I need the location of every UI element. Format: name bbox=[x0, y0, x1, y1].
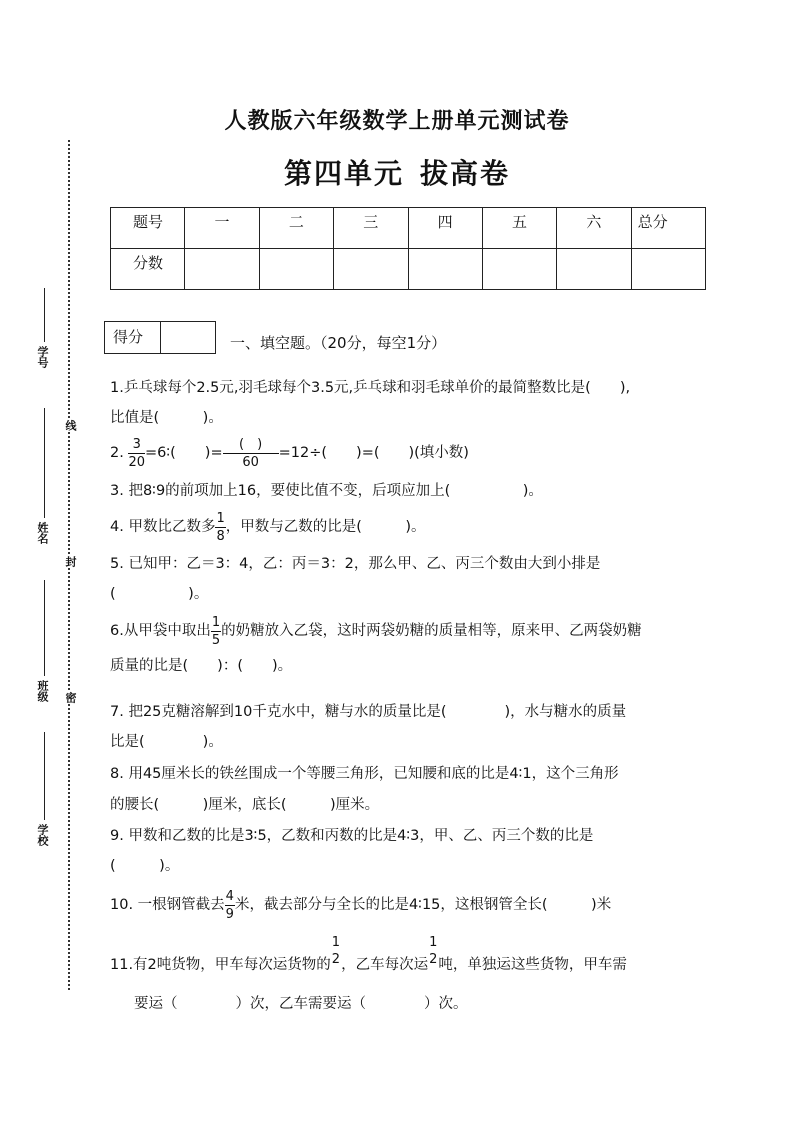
question-8-line-a: 8. 用45厘米长的铁丝围成一个等腰三角形，已知腰和底的比是4∶1，这个三角形 bbox=[110, 766, 619, 782]
question-9-line-b: ( )。 bbox=[110, 858, 180, 874]
question-6-line-b: 质量的比是( )：( )。 bbox=[110, 658, 293, 674]
question-text: 4. 甲数比乙数多 bbox=[110, 519, 216, 535]
unit-title bbox=[0, 152, 794, 192]
score-input-cell[interactable] bbox=[631, 249, 705, 290]
score-cell: 四 bbox=[408, 208, 482, 249]
question-text: 的奶糖放入乙袋，这时两袋奶糖的质量相等，原来甲、乙两袋奶糖 bbox=[221, 623, 642, 639]
question-7-line-b: 比是( )。 bbox=[110, 734, 223, 750]
seal-mark-line: 线 bbox=[64, 420, 77, 431]
score-input-cell[interactable] bbox=[259, 249, 333, 290]
question-number: 2. bbox=[110, 445, 124, 461]
score-input-cell[interactable] bbox=[557, 249, 631, 290]
question-8-line-b: 的腰长( )厘米，底长( )厘米。 bbox=[110, 797, 380, 813]
question-6-line-a bbox=[110, 612, 642, 650]
score-table-score-row bbox=[111, 249, 706, 290]
fraction: $\frac{4}{9}$ bbox=[225, 888, 234, 922]
name-label: 姓名 bbox=[36, 522, 49, 544]
class-label: 班级 bbox=[36, 680, 49, 702]
section-heading: 一、填空题。（20分，每空1分） bbox=[230, 334, 447, 352]
question-text: ，乙车每次运 bbox=[341, 957, 429, 973]
section-score-box bbox=[104, 321, 216, 354]
score-input-cell[interactable] bbox=[482, 249, 556, 290]
fraction: $\frac{1}{8}$ bbox=[216, 510, 225, 544]
student-id-line bbox=[44, 288, 45, 342]
score-cell: 一 bbox=[185, 208, 259, 249]
score-cell: 分数 bbox=[111, 249, 185, 290]
school-line bbox=[44, 732, 45, 820]
question-9-line-a: 9. 甲数和乙数的比是3∶5，乙数和丙数的比是4∶3，甲、乙、丙三个数的比是 bbox=[110, 828, 594, 844]
score-cell: 题号 bbox=[111, 208, 185, 249]
question-text: 6.从甲袋中取出 bbox=[110, 623, 211, 639]
score-cell: 五 bbox=[482, 208, 556, 249]
score-input-cell[interactable] bbox=[408, 249, 482, 290]
question-text: 米，截去部分与全长的比是4∶15，这根钢管全长( )米 bbox=[234, 897, 612, 913]
score-input-cell[interactable] bbox=[334, 249, 408, 290]
question-text: ，甲数与乙数的比是( )。 bbox=[225, 519, 426, 535]
school-label: 学校 bbox=[36, 824, 49, 846]
score-cell: 六 bbox=[557, 208, 631, 249]
question-text: 10. 一根钢管截去 bbox=[110, 897, 225, 913]
question-1-line-b: 比值是( )。 bbox=[110, 410, 223, 426]
question-text: =12÷( )=( )(填小数) bbox=[278, 445, 469, 461]
score-table bbox=[110, 207, 706, 290]
question-5-line-b: ( )。 bbox=[110, 586, 209, 602]
section-score-label: 得分 bbox=[105, 322, 161, 353]
question-5-line-a: 5. 已知甲：乙＝3：4，乙：丙＝3：2，那么甲、乙、丙三个数由大到小排是 bbox=[110, 556, 601, 572]
seal-mark-secret: 密 bbox=[64, 692, 77, 703]
unit-name: 第四单元 bbox=[283, 157, 404, 190]
question-11-line-a bbox=[110, 936, 627, 984]
question-10 bbox=[110, 886, 611, 924]
exam-title: 人教版六年级数学上册单元测试卷 bbox=[224, 108, 570, 134]
question-1-line-a: 1.乒乓球每个2.5元,羽毛球每个3.5元,乒乓球和羽毛球单价的最简整数比是( ), bbox=[110, 380, 631, 396]
question-text: =6∶( )= bbox=[145, 445, 223, 461]
fraction: 1 2 bbox=[429, 935, 438, 967]
fraction: $\frac{( )}{60}$ bbox=[223, 438, 279, 469]
score-cell: 总分 bbox=[631, 208, 705, 249]
score-input-cell[interactable] bbox=[185, 249, 259, 290]
score-table-header-row bbox=[111, 208, 706, 249]
fraction: $\frac{3}{20}$ bbox=[128, 436, 145, 470]
score-cell: 三 bbox=[334, 208, 408, 249]
student-id-label: 学号 bbox=[36, 346, 49, 368]
name-line bbox=[44, 408, 45, 518]
question-text: 吨，单独运这些货物，甲车需 bbox=[438, 957, 627, 973]
seal-mark-seal: 封 bbox=[64, 556, 77, 567]
fraction: $\frac{1}{5}$ bbox=[211, 614, 221, 648]
unit-subtitle: 拔高卷 bbox=[420, 157, 511, 190]
class-line bbox=[44, 580, 45, 676]
question-2 bbox=[110, 434, 469, 472]
fraction: 1 2 bbox=[331, 935, 341, 967]
question-11-line-b: 要运（ ）次，乙车需要运（ ）次。 bbox=[134, 996, 468, 1012]
question-3: 3. 把8∶9的前项加上16，要使比值不变，后项应加上( )。 bbox=[110, 483, 543, 499]
question-text: 11.有2吨货物，甲车每次运货物的 bbox=[110, 957, 331, 973]
question-4 bbox=[110, 508, 426, 546]
question-7-line-a: 7. 把25克糖溶解到10千克水中，糖与水的质量比是( )，水与糖水的质量 bbox=[110, 704, 627, 720]
score-cell: 二 bbox=[259, 208, 333, 249]
